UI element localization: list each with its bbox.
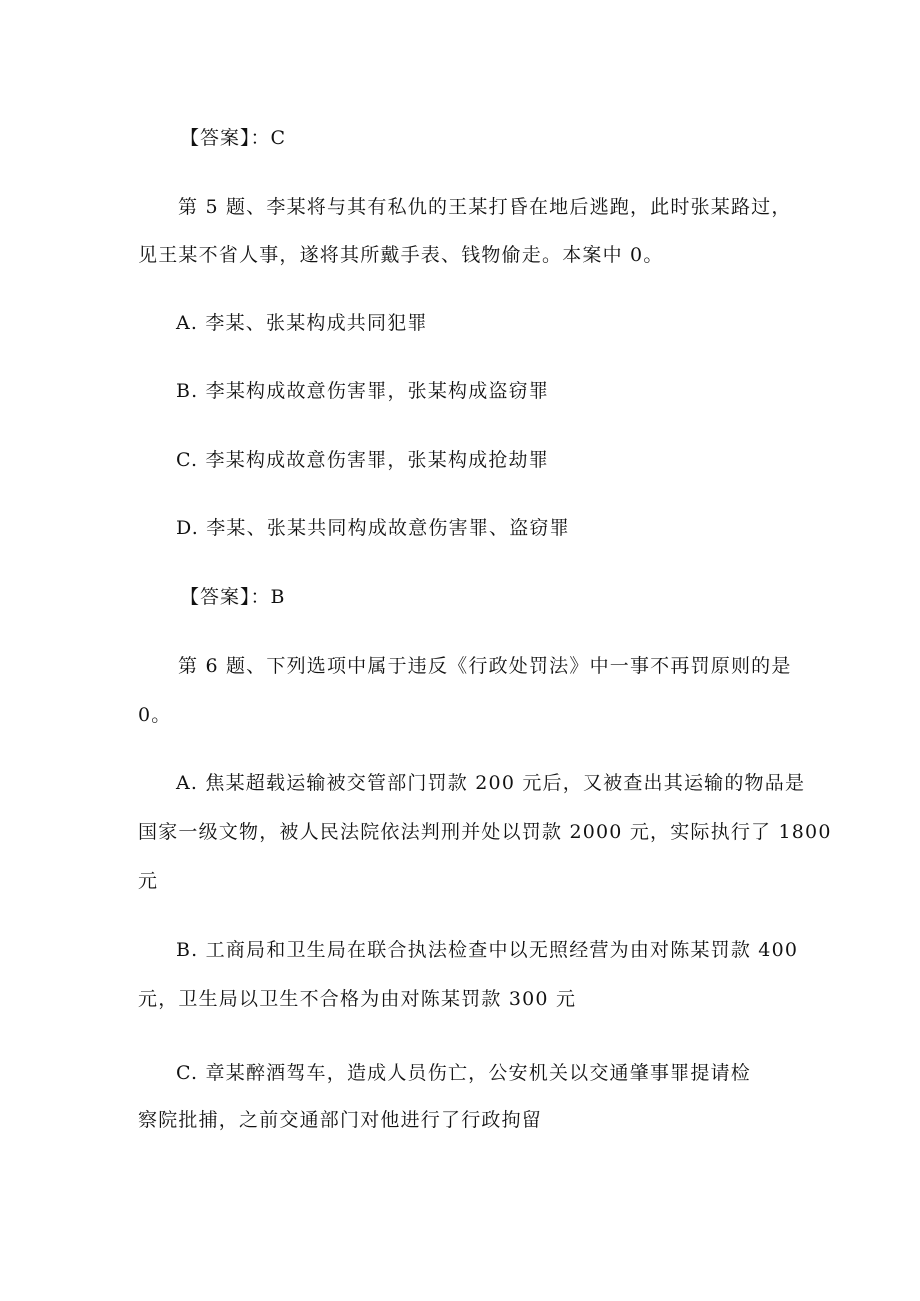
q5-option-d: D. 李某、张某共同构成故意伤害罪、盗窃罪	[176, 517, 570, 539]
q6-option-c-line1: C. 章某醉酒驾车，造成人员伤亡，公安机关以交通肇事罪提请检	[176, 1062, 751, 1084]
q6-option-b-line2: 元，卫生局以卫生不合格为由对陈某罚款 300 元	[138, 988, 577, 1010]
q5-option-c: C. 李某构成故意伤害罪，张某构成抢劫罪	[176, 449, 549, 471]
q5-answer: 【答案】：B	[180, 586, 286, 608]
q5-stem-line1: 第 5 题、李某将与其有私仇的王某打昏在地后逃跑，此时张某路过，	[178, 196, 792, 218]
q6-stem-line1: 第 6 题、下列选项中属于违反《行政处罚法》中一事不再罚原则的是	[178, 655, 792, 677]
q6-option-b-line1: B. 工商局和卫生局在联合执法检查中以无照经营为由对陈某罚款 400	[176, 939, 799, 961]
q6-option-a-line1: A. 焦某超载运输被交管部门罚款 200 元后，又被查出其运输的物品是	[176, 772, 806, 794]
q4-answer: 【答案】：C	[180, 127, 287, 149]
q6-option-a-line2: 国家一级文物，被人民法院依法判刑并处以罚款 2000 元，实际执行了 1800	[138, 821, 832, 843]
q6-stem-line2: 0。	[138, 704, 172, 726]
q5-stem-line2: 见王某不省人事，遂将其所戴手表、钱物偷走。本案中 0。	[138, 244, 664, 266]
q6-option-c-line2: 察院批捕，之前交通部门对他进行了行政拘留	[138, 1109, 543, 1131]
q5-option-a: A. 李某、张某构成共同犯罪	[176, 312, 428, 334]
q5-option-b: B. 李某构成故意伤害罪，张某构成盗窃罪	[176, 380, 550, 402]
q6-option-a-line3: 元	[138, 870, 159, 892]
